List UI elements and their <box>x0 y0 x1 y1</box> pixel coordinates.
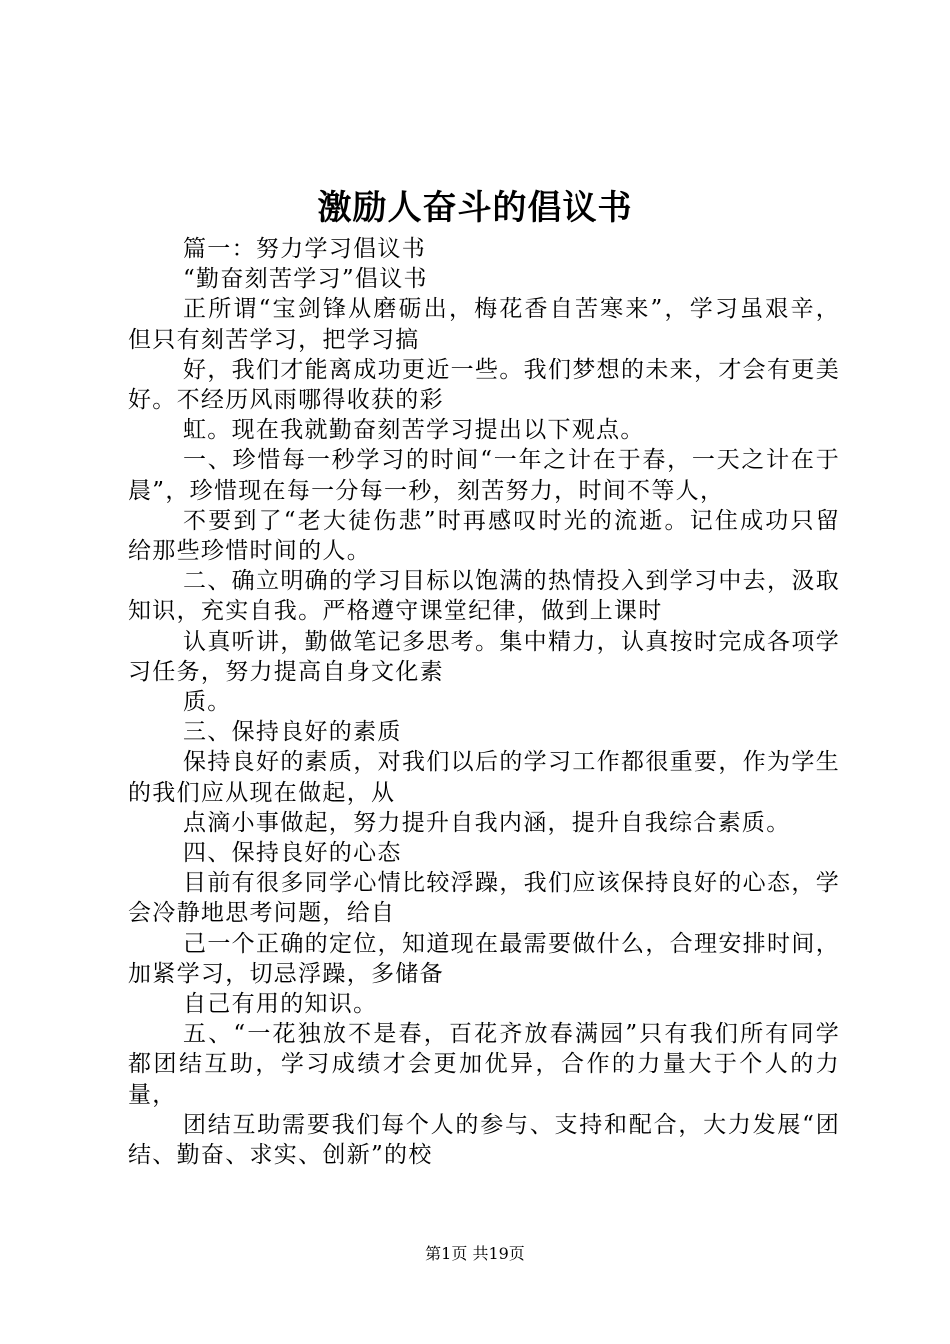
paragraph: 篇一：努力学习倡议书 <box>183 236 426 262</box>
paragraph: 虹。现在我就勤奋刻苦学习提出以下观点。 <box>183 417 645 444</box>
paragraph: 好，我们才能离成功更近一些。我们梦想的未来，才会有更美好。不经历风雨哪得收获的彩 <box>128 356 840 414</box>
paragraph: 己一个正确的定位，知道现在最需要做什么，合理安排时间，加紧学习，切忌浮躁，多储备 <box>128 930 840 987</box>
document-body <box>128 234 840 1170</box>
document-title: 激励人奋斗的倡议书 <box>317 188 633 228</box>
paragraph: 点滴小事做起，努力提升自我内涵，提升自我综合素质。 <box>183 809 791 836</box>
paragraph: “勤奋刻苦学习”倡议书 <box>183 266 428 293</box>
paragraph: 三、保持良好的素质 <box>183 719 402 746</box>
paragraph: 二、确立明确的学习目标以饱满的热情投入到学习中去，汲取知识，充实自我。严格遵守课堂纪律，做到上课时 <box>128 568 840 625</box>
paragraph: 质。 <box>183 689 232 716</box>
paragraph: 自己有用的知识。 <box>183 991 378 1018</box>
paragraph: 五、“一花独放不是春，百花齐放春满园”只有我们所有同学都团结互助，学习成绩才会更加优异，合作的力量大于个人的力量， <box>128 1021 840 1108</box>
paragraph: 正所谓“宝剑锋从磨砺出，梅花香自苦寒来”，学习虽艰辛，但只有刻苦学习，把学习搞 <box>128 296 840 353</box>
page-footer: 第1页 共19页 <box>425 1244 525 1263</box>
paragraph: 目前有很多同学心情比较浮躁，我们应该保持良好的心态，学会冷静地思考问题，给自 <box>128 870 840 927</box>
paragraph: 四、保持良好的心态 <box>183 840 402 867</box>
paragraph: 团结互助需要我们每个人的参与、支持和配合，大力发展“团结、勤奋、求实、创新”的校 <box>128 1111 840 1169</box>
paragraph: 保持良好的素质，对我们以后的学习工作都很重要，作为学生的我们应从现在做起，从 <box>128 749 840 806</box>
paragraph: 一、珍惜每一秒学习的时间“一年之计在于春，一天之计在于晨”，珍惜现在每一分每一秒，刻苦努力，时间不等人， <box>128 447 840 504</box>
paragraph: 认真听讲，勤做笔记多思考。集中精力，认真按时完成各项学习任务，努力提高自身文化素 <box>128 628 840 685</box>
paragraph: 不要到了“老大徒伤悲”时再感叹时光的流逝。记住成功只留给那些珍惜时间的人。 <box>128 507 840 565</box>
